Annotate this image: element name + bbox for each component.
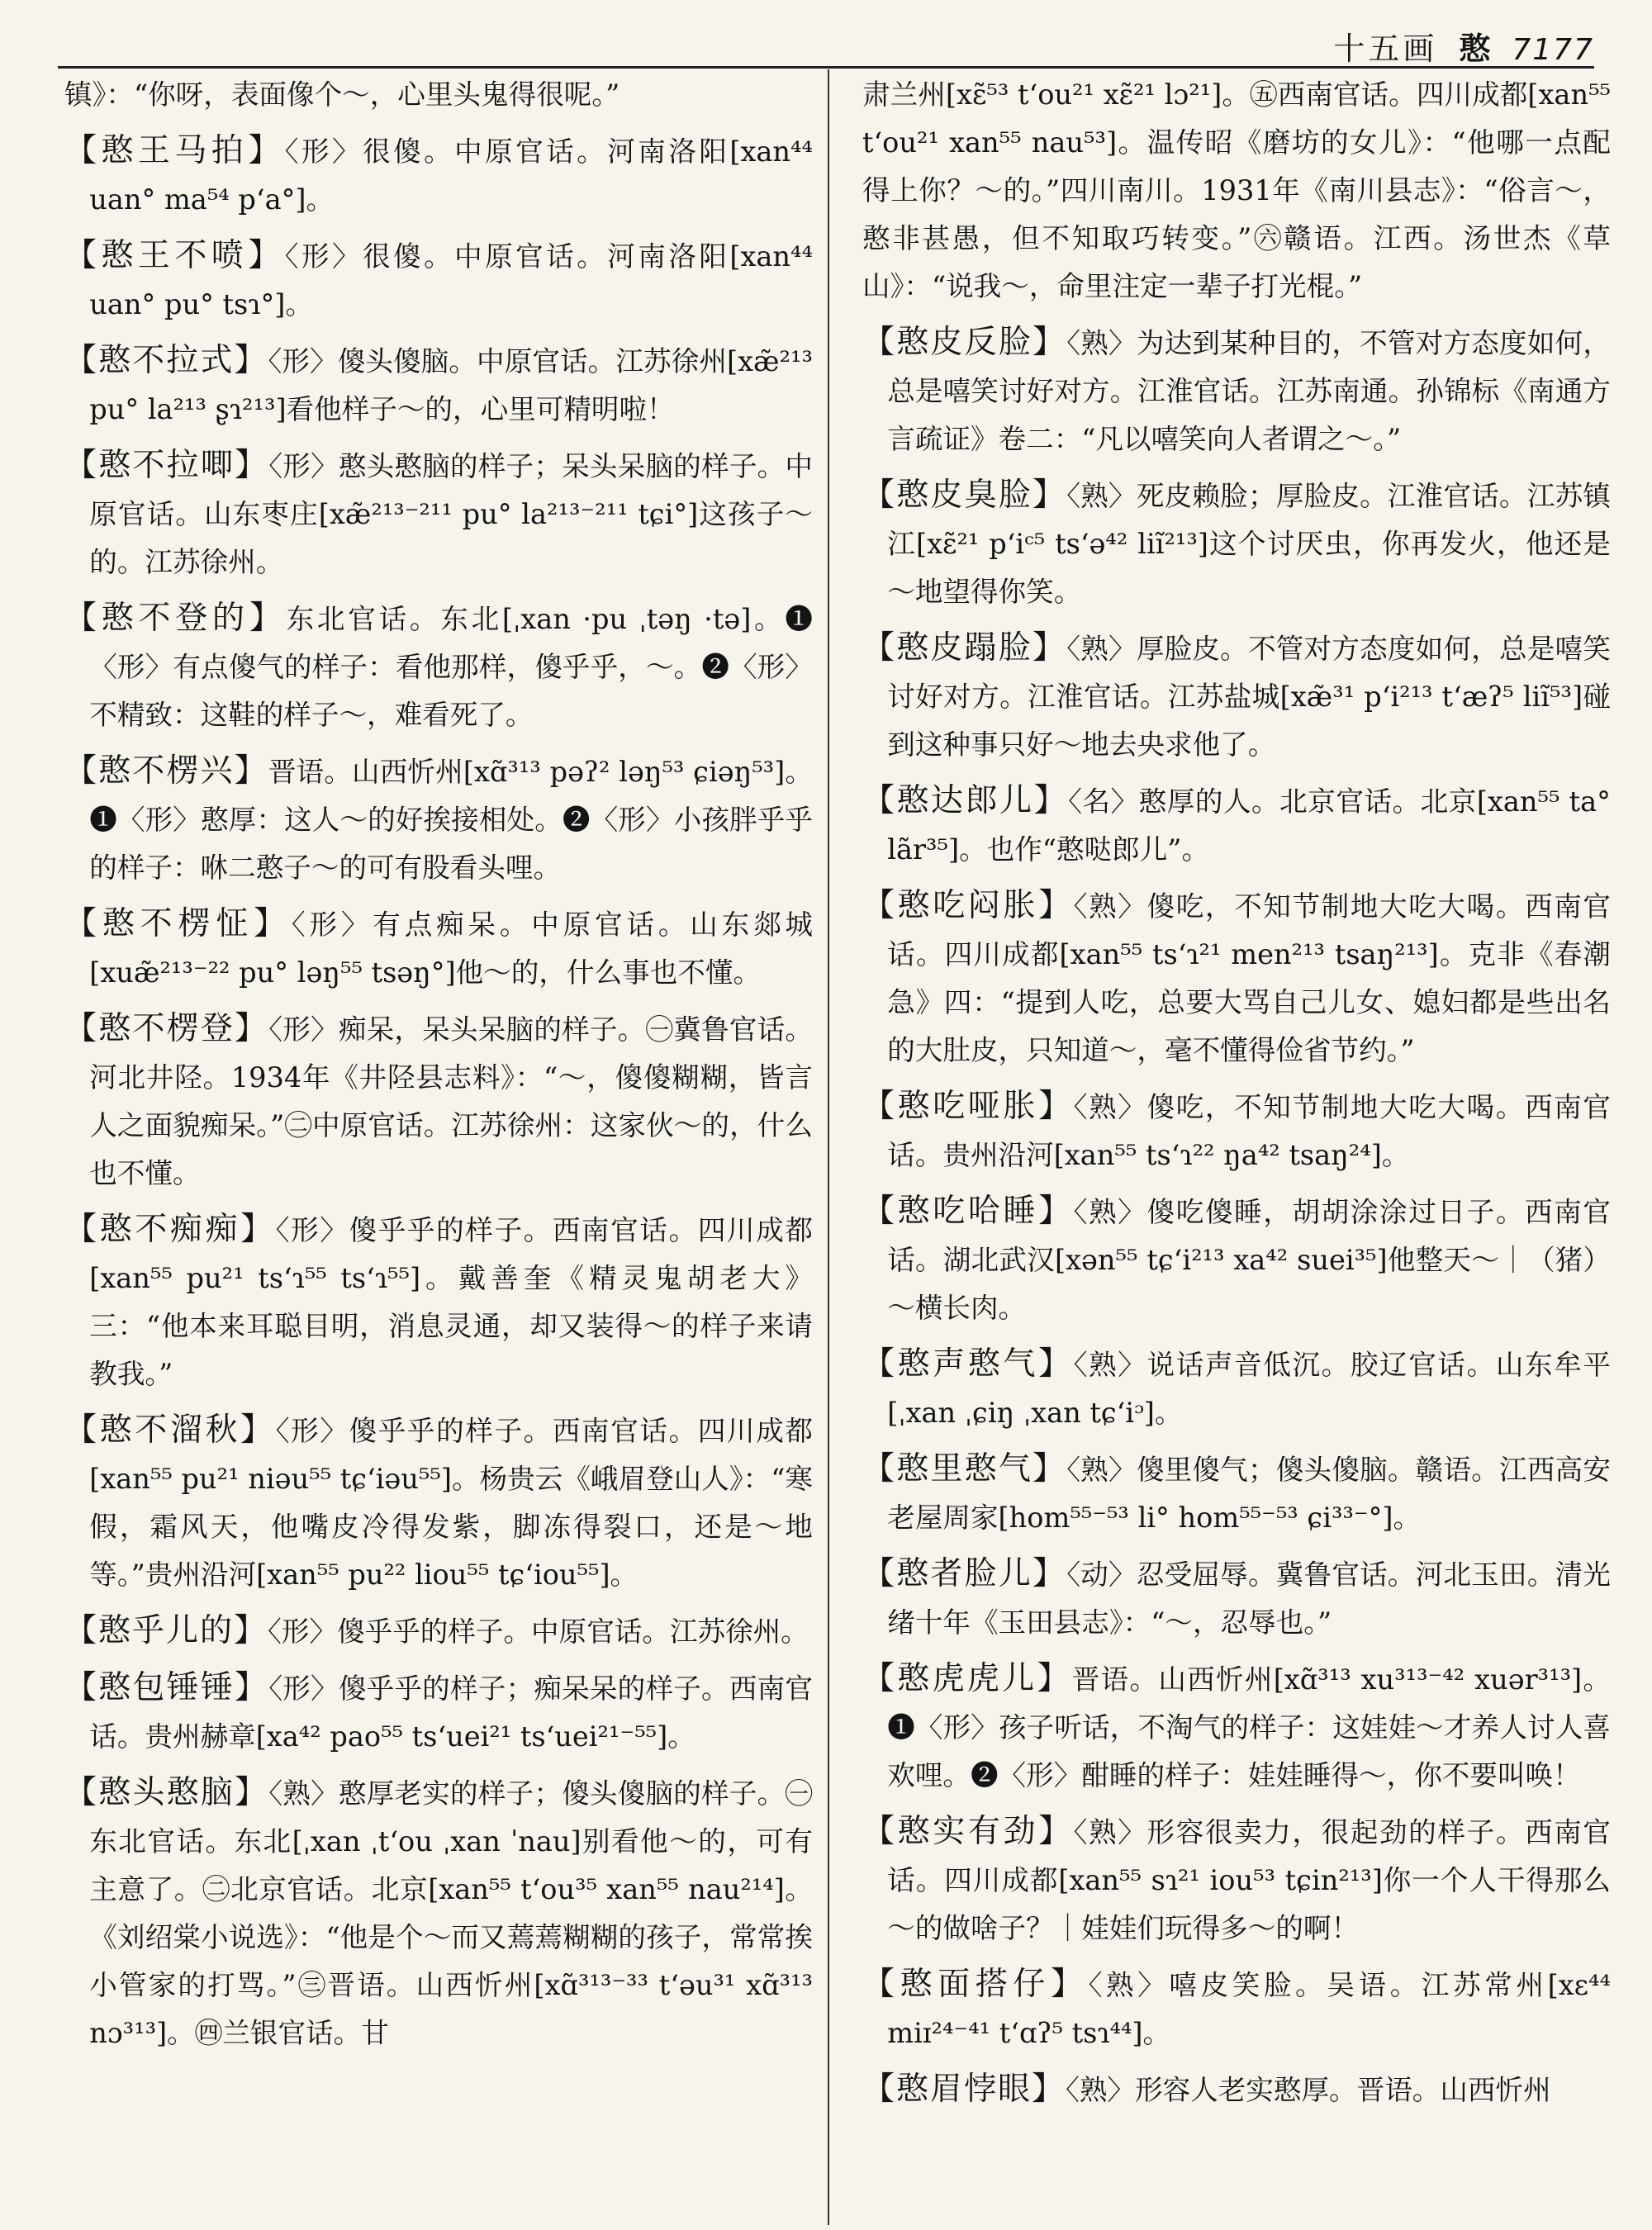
header-section: 十五画 <box>1333 31 1438 67</box>
dictionary-entry <box>64 1407 813 1599</box>
entry-definition: 〈名〉憨厚的人。北京官话。北京[xan⁵⁵ ta° lãr³⁵]。也作“憨哒郎儿”。 <box>887 785 1611 866</box>
entry-definition: 晋语。山西忻州[xɑ̃³¹³ pəʔ² ləŋ⁵³ ɕiəŋ⁵³]。❶〈形〉憨厚：这人～的好挨接相处。❷〈形〉小孩胖乎乎的样子：咻二憨子～的可有股看头哩。 <box>89 756 813 884</box>
entry-headword: 【 憨皮臭脸 】 <box>862 477 1066 514</box>
entry-headword: 【 憨虎虎儿 】 <box>862 1660 1072 1697</box>
dictionary-entry <box>862 1340 1611 1437</box>
dictionary-entry <box>64 900 813 997</box>
entry-headword: 【 憨眉悖眼 】 <box>862 2071 1066 2108</box>
dictionary-entry <box>64 747 813 892</box>
dictionary-entry <box>862 624 1611 769</box>
dictionary-entry <box>862 882 1611 1075</box>
dictionary-entry <box>64 1664 813 1761</box>
entry-headword: 【 憨面搭仔 】 <box>862 1966 1089 2003</box>
dictionary-entry <box>862 1188 1611 1332</box>
dictionary-entry <box>862 319 1611 463</box>
dictionary-entry <box>64 1206 813 1398</box>
entry-headword: 【 憨头憨脑 】 <box>64 1774 268 1811</box>
entry-definition: 〈熟〉为达到某种目的，不管对方态度如何，总是嘻笑讨好对方。江淮官话。江苏南通。孙锦标《南通方言疏证》卷二：“凡以嘻笑向人者谓之～。” <box>887 327 1611 455</box>
entry-headword: 【 憨不楞怔 】 <box>64 905 292 942</box>
dictionary-entry <box>64 127 813 224</box>
dictionary-entry <box>64 595 813 739</box>
entry-headword: 【 憨王马拍 】 <box>64 132 285 169</box>
entry-headword: 【 憨王不喷 】 <box>64 237 285 274</box>
entry-headword: 【 憨里憨气 】 <box>862 1450 1066 1487</box>
dictionary-entry <box>64 337 813 434</box>
dictionary-entry <box>862 1445 1611 1542</box>
entry-definition: 〈熟〉形容人老实憨厚。晋语。山西忻州 <box>1066 2074 1551 2106</box>
entry-headword: 【 憨皮反脸 】 <box>862 324 1066 361</box>
entry-headword: 【 憨吃哑胀 】 <box>862 1088 1074 1125</box>
entry-headword: 【 憨吃闷胀 】 <box>862 887 1074 924</box>
dictionary-entry <box>862 472 1611 616</box>
entry-definition: 〈熟〉傻吃傻睡，胡胡涂涂过日子。西南官话。湖北武汉[xən⁵⁵ tɕ‘i²¹³ xa⁴² suei³⁵]他整天～｜（猪）～横长肉。 <box>887 1196 1611 1324</box>
entry-definition: 晋语。山西忻州[xɑ̃³¹³ xu³¹³⁻⁴² xuər³¹³]。❶〈形〉孩子听话，不淘气的样子：这娃娃～才养人讨人喜欢哩。❷〈形〉酣睡的样子：娃娃睡得～，你不要叫唤！ <box>887 1663 1611 1791</box>
entry-headword: 【 憨不痴痴 】 <box>64 1211 276 1248</box>
entry-headword: 【 憨不拉式 】 <box>64 342 268 379</box>
entry-definition: 〈熟〉形容很卖力，很起劲的样子。西南官话。四川成都[xan⁵⁵ sɿ²¹ iou⁵³ tɕin²¹³]你一个人干得那么～的做啥子？｜娃娃们玩得多～的啊！ <box>887 1816 1611 1944</box>
dictionary-entry <box>862 777 1611 874</box>
entry-definition: 〈形〉有点痴呆。中原官话。山东郯城[xuæ̃²¹³⁻²² pu° ləŋ⁵⁵ tsəŋ°]他～的，什么事也不懂。 <box>89 909 813 989</box>
left-column <box>64 71 813 2066</box>
entry-definition: 〈形〉傻乎乎的样子。西南官话。四川成都[xan⁵⁵ pu²¹ niəu⁵⁵ tɕ‘iəu⁵⁵]。杨贵云《峨眉登山人》：“寒假，霜风天，他嘴皮冷得发紫，脚冻得裂口，还是～地等。”贵州沿河[xan⁵⁵ pu²² liou⁵⁵ tɕ‘iou⁵⁵]。 <box>89 1415 813 1591</box>
entry-headword: 【 憨不拉唧 】 <box>64 447 268 484</box>
entry-headword: 【 憨实有劲 】 <box>862 1813 1074 1850</box>
running-header <box>58 23 1594 73</box>
entry-definition: 〈形〉傻乎乎的样子。西南官话。四川成都[xan⁵⁵ pu²¹ ts‘ɿ⁵⁵ ts‘ɿ⁵⁵]。戴善奎《精灵鬼胡老大》三：“他本来耳聪目明，消息灵通，却又装得～的样子来请教我。” <box>89 1214 813 1390</box>
header-rule <box>58 66 1594 69</box>
entry-definition: 〈形〉痴呆，呆头呆脑的样子。㊀冀鲁官话。河北井陉。1934年《井陉县志料》：“～，傻傻糊糊，皆言人之面貌痴呆。”㊁中原官话。江苏徐州：这家伙～的，什么也不懂。 <box>89 1013 813 1189</box>
entry-headword: 【 憨声憨气 】 <box>862 1345 1074 1383</box>
page-number: 7177 <box>1512 33 1594 67</box>
entry-definition: 〈形〉很傻。中原官话。河南洛阳[xan⁴⁴ uan° pu° tsɿ°]。 <box>89 240 813 320</box>
entry-definition: 东北官话。东北[ˌxan ·pu ˌtəŋ ·tə]。❶〈形〉有点傻气的样子：看他那样，傻乎乎，～。❷〈形〉不精致：这鞋的样子～，难看死了。 <box>89 603 813 731</box>
dictionary-entry <box>862 1655 1611 1800</box>
right-column <box>862 71 1611 2123</box>
entry-headword: 【 憨者脸儿 】 <box>862 1555 1066 1592</box>
dictionary-entry <box>64 442 813 586</box>
entry-definition: 〈形〉傻头傻脑。中原官话。江苏徐州[xæ̃²¹³ pu° la²¹³ ʂɿ²¹³]看他样子～的，心里可精明啦！ <box>89 345 813 425</box>
entry-definition: 〈熟〉说话声音低沉。胶辽官话。山东牟平[ˌxan ˌɕiŋ ˌxan tɕ‘iᵓ]。 <box>887 1349 1611 1429</box>
entry-headword: 【 憨吃哈睡 】 <box>862 1193 1074 1230</box>
entry-headword: 【 憨不登的 】 <box>64 600 287 637</box>
dictionary-entry <box>862 1550 1611 1647</box>
dictionary-entry <box>862 1961 1611 2057</box>
entry-definition: 〈动〉忍受屈辱。冀鲁官话。河北玉田。清光绪十年《玉田县志》：“～，忍辱也。” <box>887 1559 1611 1639</box>
entry-definition: 〈熟〉傻吃，不知节制地大吃大喝。西南官话。贵州沿河[xan⁵⁵ ts‘ɿ²² ŋa⁴² tsaŋ²⁴]。 <box>887 1091 1611 1171</box>
dictionary-entry <box>64 1005 813 1198</box>
header-character: 憨 <box>1459 30 1491 67</box>
entry-definition: 〈熟〉厚脸皮。不管对方态度如何，总是嘻笑讨好对方。江淮官话。江苏盐城[xæ̃³¹ p‘i²¹³ t‘æʔ⁵ liĩ⁵³]碰到这种事只好～地去央求他了。 <box>887 633 1611 761</box>
entry-headword: 【 憨不溜秋 】 <box>64 1412 276 1449</box>
entry-definition: 〈熟〉傻吃，不知节制地大吃大喝。西南官话。四川成都[xan⁵⁵ ts‘ɿ²¹ men²¹³ tsaŋ²¹³]。克非《春潮急》四：“提到人吃，总要大骂自己儿女、媳妇都是些出名的大肚皮，只知道～，毫不懂得俭省节约。” <box>887 890 1611 1066</box>
entry-headword: 【 憨包锤锤 】 <box>64 1669 268 1706</box>
entry-definition: 〈形〉很傻。中原官话。河南洛阳[xan⁴⁴ uan° ma⁵⁴ p‘a°]。 <box>89 135 813 216</box>
entry-definition: 肃兰州[xɛ̃⁵³ t‘ou²¹ xɛ̃²¹ lɔ²¹]。㊄西南官话。四川成都[xan⁵⁵ t‘ou²¹ xan⁵⁵ nau⁵³]。温传昭《磨坊的女儿》：“他哪一点配得上你？～的。”四川南川。1931年《南川县志》：“俗言～，憨非甚愚，但不知取巧转变。”㊅赣语。江西。汤世杰《草山》：“说我～，命里注定一辈子打光棍。” <box>862 78 1611 302</box>
dictionary-entry <box>64 1769 813 2057</box>
entry-definition: 〈熟〉死皮赖脸；厚脸皮。江淮官话。江苏镇江[xɛ̃²¹ p‘iᶜ⁵ ts‘ə⁴² liĩ²¹³]这个讨厌虫，你再发火，他还是～地望得你笑。 <box>887 480 1611 608</box>
dictionary-entry <box>64 232 813 329</box>
dictionary-entry <box>64 1607 813 1656</box>
entry-headword: 【 憨达郎儿 】 <box>862 782 1068 819</box>
entry-definition: 〈形〉憨头憨脑的样子；呆头呆脑的样子。中原官话。山东枣庄[xæ̃²¹³⁻²¹¹ pu° la²¹³⁻²¹¹ tɕi°]这孩子～的。江苏徐州。 <box>89 450 813 578</box>
entry-definition: 〈熟〉嘻皮笑脸。吴语。江苏常州[xɛ⁴⁴ miɪ²⁴⁻⁴¹ t‘ɑʔ⁵ tsɿ⁴⁴]。 <box>887 1969 1611 2049</box>
dictionary-entry <box>862 2066 1611 2114</box>
dictionary-entry <box>862 1808 1611 1952</box>
entry-definition: 〈熟〉憨厚老实的样子；傻头傻脑的样子。㊀东北官话。东北[ˌxan ˌt‘ou ˌxan ˈnau]别看他～的，可有主意了。㊁北京官话。北京[xan⁵⁵ t‘ou³⁵ xan⁵⁵ nau²¹⁴]。《刘绍棠小说选》：“他是个～而又蔫蔫糊糊的孩子，常常挨小管家的打骂。”㊂晋语。山西忻州[xɑ̃³¹³⁻³³ t‘əu³¹ xɑ̃³¹³ nɔ³¹³]。㊃兰银官话。甘 <box>89 1777 813 2049</box>
entry-definition: 〈熟〉傻里傻气；傻头傻脑。赣语。江西高安老屋周家[hom⁵⁵⁻⁵³ li° hom⁵⁵⁻⁵³ ɕi³³⁻°]。 <box>887 1454 1611 1534</box>
column-divider <box>828 69 829 2225</box>
entry-headword: 【 憨不楞兴 】 <box>64 752 268 790</box>
dictionary-entry <box>64 71 813 119</box>
entry-definition: 镇》：“你呀，表面像个～，心里头鬼得很呢。” <box>64 78 620 111</box>
entry-headword: 【 憨不楞登 】 <box>64 1010 268 1047</box>
entry-definition: 〈形〉傻乎乎的样子。中原官话。江苏徐州。 <box>268 1616 809 1648</box>
entry-headword: 【 憨乎儿的 】 <box>64 1612 268 1649</box>
entry-headword: 【 憨皮蹋脸 】 <box>862 629 1066 667</box>
entry-definition: 〈形〉傻乎乎的样子；痴呆呆的样子。西南官话。贵州赫章[xa⁴² pao⁵⁵ ts‘uei²¹ ts‘uei²¹⁻⁵⁵]。 <box>89 1672 813 1753</box>
dictionary-entry <box>862 1083 1611 1179</box>
dictionary-entry <box>862 71 1611 311</box>
